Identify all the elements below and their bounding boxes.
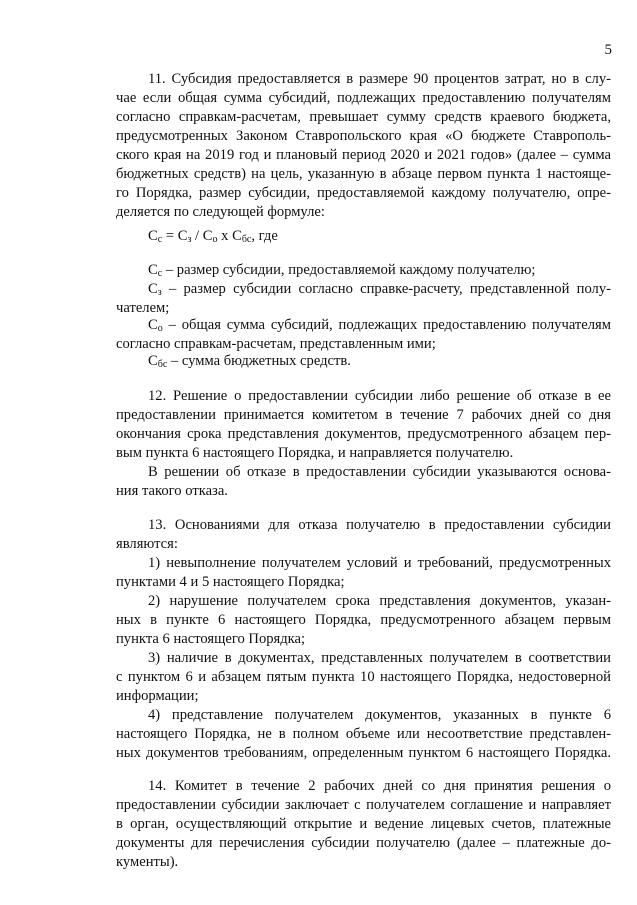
definition-line: чателем; xyxy=(116,300,170,316)
p13-line: являются: xyxy=(116,536,178,552)
def-symbol: С xyxy=(148,281,158,297)
def-text: – размер субсидии согласно справке-расчету, представленной полу- xyxy=(161,281,611,297)
p13-line: 13. Основаниями для отказа получателю в предоставлении субсидии xyxy=(148,517,611,533)
formula-tail: , где xyxy=(251,228,278,244)
p11-line: ского края на 2019 год и плановый период 2020 и 2021 годов» (далее – сумма xyxy=(116,147,611,163)
p11-line: деляется по следующей формуле: xyxy=(116,204,325,220)
p14-line: 14. Комитет в течение 2 рабочих дней со дня принятия решения о xyxy=(148,778,611,794)
p13-item-line: ных документов требованиям, определенным пунктом 6 настоящего Порядка. xyxy=(116,745,611,761)
p13-item-line: пункта 6 настоящего Порядка; xyxy=(116,631,306,647)
p14-line: документы для перечисления субсидии получателю (далее – платежные до- xyxy=(116,835,611,851)
p14-line: в орган, осуществляющий открытие и ведение лицевых счетов, платежные xyxy=(116,816,611,832)
formula-mul: х С xyxy=(217,228,242,244)
p12-line: предоставлении принимается комитетом в течение 7 рабочих дней со дня xyxy=(116,407,611,423)
p13-item-line: настоящего Порядка, не в полном объеме или несоответствие представлен- xyxy=(116,726,611,742)
p11-line: чае если общая сумма субсидий, подлежащих предоставлению получателям xyxy=(116,90,611,106)
def-subscript: с xyxy=(157,268,163,279)
p11-line: бюджетных средств) на цель, указанную в абзаце первом пункта 1 настояще- xyxy=(116,166,611,182)
formula-lhs-sub: с xyxy=(157,234,163,245)
p12-line: ния такого отказа. xyxy=(116,483,228,499)
formula-lhs: С xyxy=(148,228,158,244)
p13-item-line: ных в пункте 6 настоящего Порядка, предусмотренного абзацем первым xyxy=(116,612,611,628)
p13-item-line: пунктами 4 и 5 настоящего Порядка; xyxy=(116,574,345,590)
p14-line: предоставлении субсидии заключает с получателем соглашение и направляет xyxy=(116,797,611,813)
def-symbol: С xyxy=(148,262,158,278)
p11-line: го Порядка, размер субсидии, предоставляемой каждому получателю, опре- xyxy=(116,185,611,201)
formula-eq: = С xyxy=(162,228,188,244)
def-text: – общая сумма субсидий, подлежащих предоставлению получателям xyxy=(162,317,611,333)
p13-item-line: информации; xyxy=(116,688,199,704)
formula-t2-sub: о xyxy=(212,234,218,245)
p11-line: согласно справкам-расчетам, превышает сумму средств краевого бюджета, xyxy=(116,109,611,125)
p11-line: предусмотренных Законом Ставропольского края «О бюджете Ставрополь- xyxy=(116,128,611,144)
formula xyxy=(148,228,611,246)
p12-line: вым пункта 6 настоящего Порядка, и направляется получателю. xyxy=(116,445,514,461)
def-text: – размер субсидии, предоставляемой каждому получателю; xyxy=(162,262,536,278)
p13-item-line: 2) нарушение получателем срока представления документов, указан- xyxy=(148,593,611,609)
formula-t3-sub: бс xyxy=(241,234,252,245)
p12-line: 12. Решение о предоставлении субсидии либо решение об отказе в ее xyxy=(148,388,611,404)
definition-line xyxy=(148,281,611,299)
def-text: – сумма бюджетных средств. xyxy=(167,353,351,369)
definition-line: согласно справкам-расчетам, представленным ими; xyxy=(116,336,436,352)
p13-item-line: с пунктом 6 и абзацем пятым пункта 10 настоящего Порядка, недостоверной xyxy=(116,669,611,685)
definition-line xyxy=(148,317,611,335)
definition-line xyxy=(148,262,611,280)
def-subscript: бс xyxy=(157,359,168,370)
def-subscript: о xyxy=(157,323,163,334)
p13-item-line: 4) представление получателем документов, указанных в пункте 6 xyxy=(148,707,611,723)
p13-item-line: 3) наличие в документах, представленных получателем в соответствии xyxy=(148,650,611,666)
formula-t1-sub: з xyxy=(187,234,192,245)
p14-line: кументы). xyxy=(116,854,179,870)
p12-line: окончания срока представления документов, предусмотренного абзацем пер- xyxy=(116,426,611,442)
p13-item-line: 1) невыполнение получателем условий и требований, предусмотренных xyxy=(148,555,611,571)
page-number: 5 xyxy=(604,42,612,58)
definition-line xyxy=(148,353,611,371)
def-symbol: С xyxy=(148,317,158,333)
def-symbol: С xyxy=(148,353,158,369)
formula-div: / С xyxy=(191,228,213,244)
def-subscript: з xyxy=(157,287,162,298)
p11-line: 11. Субсидия предоставляется в размере 90 процентов затрат, но в слу- xyxy=(148,71,611,87)
p12-line: В решении об отказе в предоставлении субсидии указываются основа- xyxy=(148,464,611,480)
